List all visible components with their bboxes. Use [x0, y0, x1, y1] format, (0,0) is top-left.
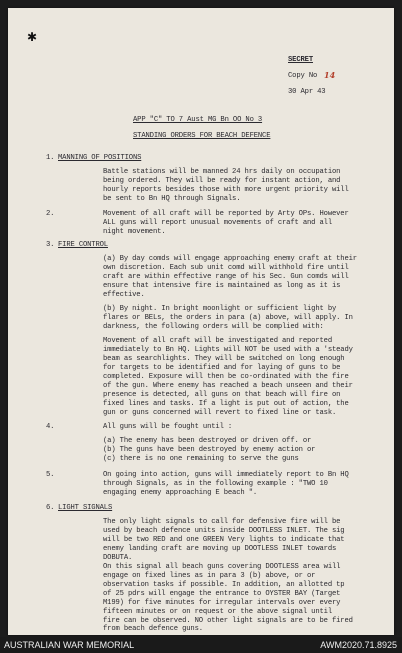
text-line: being ordered. They will be ready for instant action, and — [103, 177, 341, 185]
text-line: completed. Exposure will then be co-ordinated with the fire — [103, 373, 349, 381]
text-line: immediately to Bn HQ. Lights will NOT be used with a 'steady — [103, 346, 353, 354]
text-line: from beach defence guns. — [103, 625, 203, 633]
text-line: All guns will be fought until : — [103, 423, 233, 431]
text-line: darkness, the following orders will be complied with: — [103, 323, 324, 331]
text-line: fifteen minutes or on request or the above signal until — [103, 608, 332, 616]
section-number: 1. — [46, 154, 55, 162]
text-line: Battle stations will be manned 24 hrs daily on occupation — [103, 168, 341, 176]
text-line: beam as searchlights. They will be switched on long enough — [103, 355, 345, 363]
section-number: 6. — [46, 504, 55, 512]
classification-stamp: SECRET — [288, 56, 313, 64]
pen-mark: ✱ — [27, 30, 38, 44]
list-item: (a) The enemy has been destroyed or driven off. or — [103, 437, 312, 445]
text-line: (a) By day comds will engage approaching enemy craft at their — [103, 255, 357, 263]
section-heading: LIGHT SIGNALS — [58, 504, 113, 512]
text-line: M199) for five minutes for irregular intervals over every — [103, 599, 341, 607]
text-line: (b) By night. In bright moonlight or sufficient light by — [103, 305, 337, 313]
section-heading: FIRE CONTROL — [58, 241, 108, 249]
text-line: DOBUTA. — [103, 554, 133, 562]
text-line: fixed lines and tasks. If a light is put out of action, the — [103, 400, 349, 408]
copy-number: 14 — [324, 70, 336, 80]
text-line: through Signals, as in the following example : "TWO 10 — [103, 480, 328, 488]
text-line: enemy landing craft are moving up DOOTLESS INLET towards — [103, 545, 337, 553]
text-line: night movement. — [103, 228, 166, 236]
section-number: 2. — [46, 210, 55, 218]
section-number: 4. — [46, 423, 55, 431]
text-line: ensure that intensive fire is maintained as long as it is — [103, 282, 341, 290]
text-line: own discretion. Each sub unit comd will withhold fire until — [103, 264, 349, 272]
text-line: for targets to be identified and for laying of guns to be — [103, 364, 341, 372]
list-item: (c) there is no one remaining to serve the guns — [103, 455, 299, 463]
copy-label: Copy No — [288, 72, 318, 80]
text-line: observation tasks if possible. In addition, an allotted tp — [103, 581, 345, 589]
text-line: will be two RED and one GREEN Very lights to indicate that — [103, 536, 345, 544]
text-line: hourly reports besides those with more urgent priority will — [103, 186, 349, 194]
text-line: Movement of all craft will be reported by Arty OPs. However — [103, 210, 349, 218]
text-line: Movement of all craft will be investigated and reported — [103, 337, 332, 345]
list-item: (b) The guns have been destroyed by enemy action or — [103, 446, 316, 454]
section-number: 5. — [46, 471, 55, 479]
archive-footer — [0, 637, 402, 653]
text-line: of 25 pdrs will engage the entrance to OYSTER BAY (Target — [103, 590, 341, 598]
text-line: used by beach defence units inside DOOTLESS INLET. The sig — [103, 527, 345, 535]
text-line: On this signal all beach guns covering DOOTLESS area will — [103, 563, 341, 571]
text-line: flares or BELs, the orders in para (a) above, will apply. In — [103, 314, 353, 322]
text-line: gun or guns concerned will revert to fixed line or task. — [103, 409, 337, 417]
text-line: engaging enemy approaching E beach ". — [103, 489, 258, 497]
appendix-title: APP "C" TO 7 Aust MG Bn OO No 3 — [133, 116, 263, 124]
text-line: The only light signals to call for defensive fire will be — [103, 518, 341, 526]
text-line: engage on fixed lines as in para 3 (b) above, or or — [103, 572, 316, 580]
document-date: 30 Apr 43 — [288, 88, 326, 96]
text-line: On going into action, guns will immediately report to Bn HQ — [103, 471, 349, 479]
footer-reference: AWM2020.71.8925 — [320, 640, 397, 650]
section-heading: MANNING OF POSITIONS — [58, 154, 142, 162]
document-title: STANDING ORDERS FOR BEACH DEFENCE — [133, 132, 271, 140]
text-line: fire can be observed. NO other light signals are to be fired — [103, 617, 353, 625]
text-line: effective. — [103, 291, 145, 299]
section-number: 3. — [46, 241, 55, 249]
text-line: craft are within effective range of his Sec. Gun comds will — [103, 273, 349, 281]
text-line: ALL guns will report unusual movements of craft and all — [103, 219, 332, 227]
text-line: be sent to Bn HQ through Signals. — [103, 195, 241, 203]
footer-institution: AUSTRALIAN WAR MEMORIAL — [4, 640, 135, 650]
text-line: presence is detected, all guns on that beach will fire on — [103, 391, 341, 399]
text-line: of the gun. Where enemy has reached a beach unseen and their — [103, 382, 353, 390]
document-page — [8, 8, 394, 635]
